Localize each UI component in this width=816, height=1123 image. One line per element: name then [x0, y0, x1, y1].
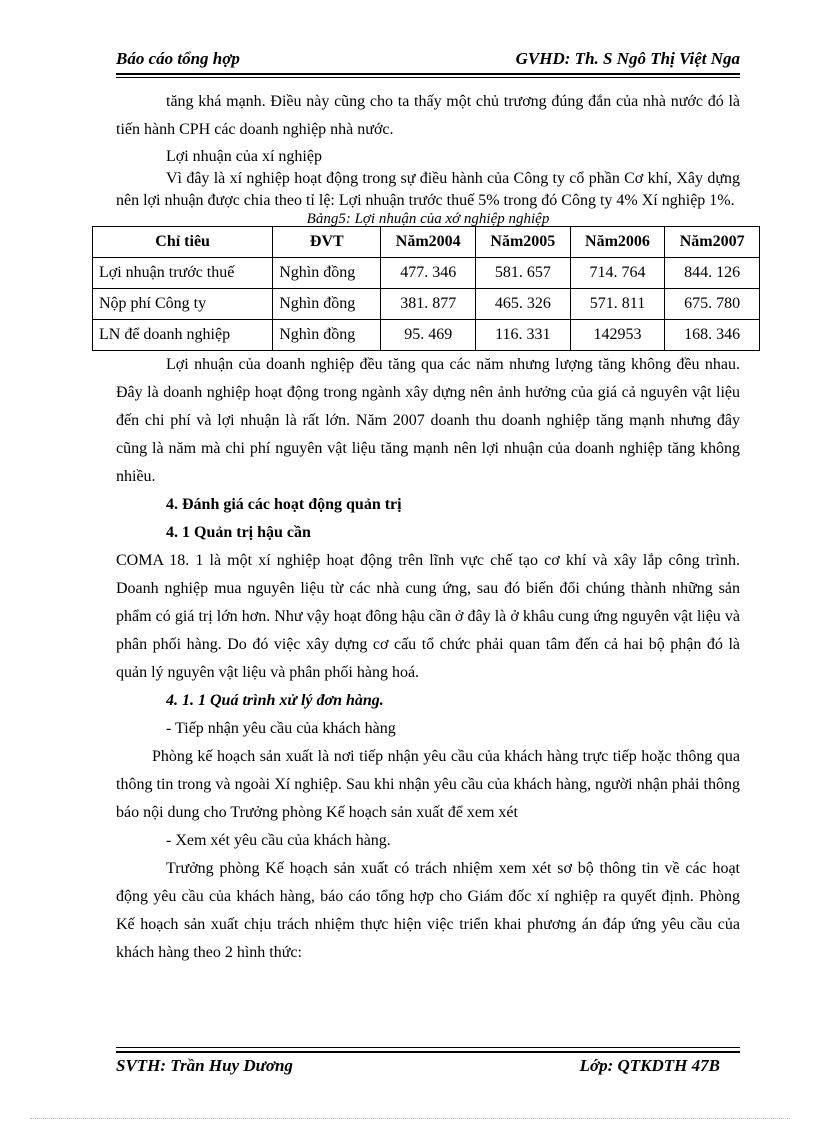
table-caption: Bảng5: Lợi nhuận của xớ nghiệp nghiệp	[306, 211, 550, 227]
table-row	[93, 289, 760, 320]
paragraph-review-requests: - Xem xét yêu cầu của khách hàng.	[166, 832, 391, 849]
paragraph-cph: tăng khá mạnh. Điều này cũng cho ta thấy một chủ trương đúng đắn của nhà nước đó là tiến hành CPH các doanh nghiệp nhà nước.	[116, 93, 740, 138]
table-header-cell: ĐVT	[273, 227, 381, 258]
table-cell-unit: Nghìn đồng	[273, 289, 381, 320]
footer-student: SVTH: Trần Huy Dương	[116, 1056, 293, 1075]
table-header-cell: Chỉ tiêu	[93, 227, 273, 258]
header-rule	[116, 73, 740, 75]
profit-table	[92, 226, 760, 351]
table-cell-value: 571. 811	[570, 289, 665, 320]
page-edge-divider	[30, 1118, 790, 1119]
footer-rule	[116, 1051, 740, 1053]
table-header-cell: Năm2005	[476, 227, 571, 258]
section-heading-management: 4. Đánh giá các hoạt động quản trị	[166, 496, 402, 513]
page-header	[116, 47, 740, 73]
table-cell-value: 675. 780	[665, 289, 760, 320]
table-cell-value: 581. 657	[476, 258, 571, 289]
paragraph-profit-heading: Lợi nhuận của xí nghiệp	[166, 148, 322, 165]
paragraph-profit-analysis: Lợi nhuận của doanh nghiệp đều tăng qua các năm nhưng lượng tăng không đều nhau. Đây là doanh nghiệp hoạt động trong ngành xây dựng nên ảnh hưởng của giá cả nguyên vật liệu đến chi phí và lợi nhuận là rất lớn. Năm 2007 doanh thu doanh nghiệp tăng mạnh nhưng đây cũng là năm mà chi phí nguyên vật liệu tăng mạnh nên lợi nhuận của doanh nghiệp tăng không nhiều.	[116, 356, 740, 485]
header-report-title: Báo cáo tổng hợp	[116, 49, 240, 68]
footer-rule-thin	[116, 1047, 740, 1048]
table-header-cell: Năm2007	[665, 227, 760, 258]
paragraph-profit-split: Vì đây là xí nghiệp hoạt động trong sự điều hành của Công ty cổ phần Cơ khí, Xây dựng nên lợi nhuận được chia theo tỉ lệ: Lợi nhuận trước thuế 5% trong đó Công ty 4% Xí nghiệp 1%.	[116, 170, 740, 209]
table-header-cell: Năm2006	[570, 227, 665, 258]
paragraph-receive-requests: - Tiếp nhận yêu cầu của khách hàng	[166, 720, 396, 737]
table-cell-value: 142953	[570, 320, 665, 351]
section-heading-order-processing: 4. 1. 1 Quá trình xử lý đơn hàng.	[166, 692, 384, 709]
table-cell-value: 465. 326	[476, 289, 571, 320]
header-rule-thin	[116, 77, 740, 78]
table-cell-value: 168. 346	[665, 320, 760, 351]
header-advisor: GVHD: Th. S Ngô Thị Việt Nga	[515, 49, 740, 68]
table-row	[93, 258, 760, 289]
page-footer	[116, 1054, 740, 1080]
table-cell-unit: Nghìn đồng	[273, 258, 381, 289]
table-cell-unit: Nghìn đồng	[273, 320, 381, 351]
page-body	[99, 88, 745, 967]
table-cell-value: 95. 469	[381, 320, 476, 351]
table-cell-value: 116. 331	[476, 320, 571, 351]
table-row	[93, 320, 760, 351]
table-header-row	[93, 227, 760, 258]
table-cell-label: Nộp phí Công ty	[93, 289, 273, 320]
table-cell-value: 844. 126	[665, 258, 760, 289]
table-header-cell: Năm2004	[381, 227, 476, 258]
table-cell-value: 381. 877	[381, 289, 476, 320]
table-cell-value: 714. 764	[570, 258, 665, 289]
table-cell-value: 477. 346	[381, 258, 476, 289]
section-heading-logistics: 4. 1 Quản trị hậu cần	[166, 524, 311, 541]
footer-class: Lớp: QTKDTH 47B	[579, 1056, 720, 1075]
table-cell-label: LN để doanh nghiệp	[93, 320, 273, 351]
paragraph-head-responsibility: Trưởng phòng Kế hoạch sản xuất có trách nhiệm xem xét sơ bộ thông tin về các hoạt động yêu cầu của khách hàng, báo cáo tổng hợp cho Giám đốc xí nghiệp ra quyết định. Phòng Kế hoạch sản xuất chịu trách nhiệm thực hiện việc triển khai phương án đáp ứng yêu cầu của khách hàng theo 2 hình thức:	[116, 860, 740, 961]
table-cell-label: Lợi nhuận trước thuế	[93, 258, 273, 289]
paragraph-coma: COMA 18. 1 là một xí nghiệp hoạt động trên lĩnh vực chế tạo cơ khí và xây lắp công trình. Doanh nghiệp mua nguyên liệu từ các nhà cung ứng, sau đó biến đổi chúng thành những sản phẩm có giá trị lớn hơn. Như vậy hoạt đông hậu cần ở đây là ở khâu cung ứng nguyên vật liệu và phân phối hàng. Do đó việc xây dựng cơ cấu tổ chức phải quan tâm đến cả hai bộ phận đó là quản lý nguyên vật liệu và phân phối hàng hoá.	[116, 552, 740, 681]
paragraph-planning-dept: Phòng kế hoạch sản xuất là nơi tiếp nhận yêu cầu của khách hàng trực tiếp hoặc thông qua thông tin trong và ngoài Xí nghiệp. Sau khi nhận yêu cầu của khách hàng, người nhận phải thông báo nội dung cho Trưởng phòng Kế hoạch sản xuất để xem xét	[116, 748, 740, 821]
